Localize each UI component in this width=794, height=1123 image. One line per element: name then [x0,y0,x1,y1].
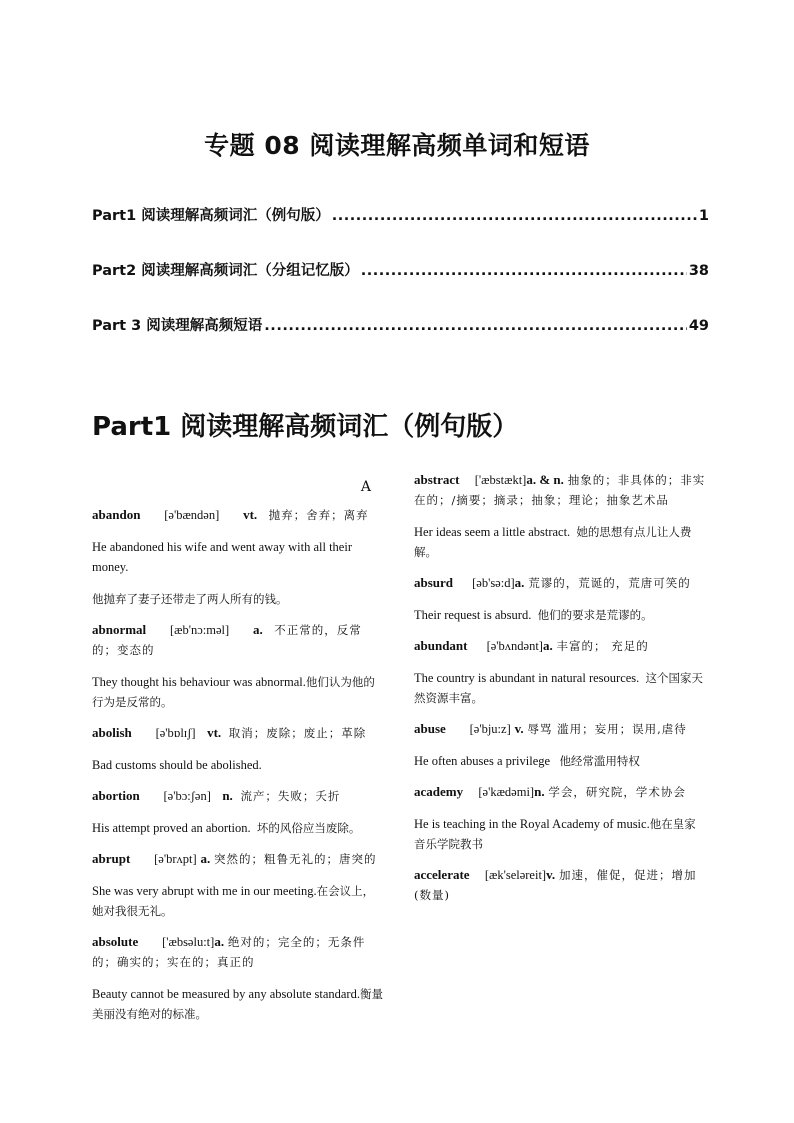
example-sentence-zh: 他经常滥用特权 [559,754,640,768]
entry-pos: n. [534,784,545,799]
entry-pos: n. [222,788,233,803]
entry-pos: a. & n. [526,472,564,487]
entry-meaning: 加速，催促，促进；增加(数量) [414,868,697,902]
vocab-entry [414,470,707,562]
entry-meaning: 丰富的； 充足的 [556,639,649,653]
vocab-entry [92,620,385,712]
entry-meaning: 学会，研究院，学术协会 [548,785,686,799]
vocab-entry [92,786,385,838]
vocab-entry [92,849,385,921]
example-sentence-zh: 他在皇家音乐学院教书 [414,817,696,851]
vocab-entry [414,636,707,708]
example-sentence-zh: 他抛弃了妻子还带走了两人所有的钱。 [92,592,288,606]
entry-headline [414,719,707,739]
example-sentence-en: Beauty cannot be measured by any absolute standard. [92,987,360,1001]
entry-headline [92,505,385,525]
entry-pos: a. [214,934,225,949]
entry-word: abortion [92,788,140,803]
vocab-entry [92,932,385,1024]
example-sentence [414,605,707,625]
toc-entry-page: 49 [688,318,709,334]
example-sentence-en: Her ideas seem a little abstract. [414,525,571,539]
entry-pos: a. [253,622,263,637]
example-sentence-zh: 他们的要求是荒谬的。 [537,608,653,622]
entry-pos: vt. [207,725,222,740]
right-column [414,470,707,916]
toc-entry-part2[interactable] [92,259,709,280]
entry-phonetic: ['æbstækt] [474,473,527,487]
document-title: 专题 08 阅读理解高频单词和短语 [204,131,590,160]
entry-phonetic: [ə'bændən] [164,508,220,522]
entry-meaning: 荒谬的，荒诞的，荒唐可笑的 [528,576,691,590]
section-heading: Part1 阅读理解高频词汇（例句版） [92,412,519,442]
example-sentence-en: He abandoned his wife and went away with all their money. [92,540,352,574]
entry-word: abandon [92,507,141,522]
entry-headline [92,932,385,972]
entry-pos: vt. [243,507,258,522]
example-sentence [92,881,385,921]
vocab-entry [92,505,385,609]
entry-headline [414,865,707,905]
example-sentence [414,668,707,708]
entry-phonetic: [ə'bju:z] [469,722,511,736]
entry-phonetic: [æk'seləreit] [484,868,547,882]
toc-entry-label: Part 3 阅读理解高频短语 [92,318,263,334]
entry-phonetic: [ə'bʌndənt] [486,639,543,653]
entry-word: abstract [414,472,460,487]
example-sentence-zh: 在会议上，她对我很无礼。 [92,884,375,918]
entry-headline [414,470,707,510]
letter-heading: A [360,479,371,495]
entry-meaning: 突然的；粗鲁无礼的；唐突的 [214,852,377,866]
entry-meaning: 取消；废除；废止；革除 [228,726,367,740]
example-sentence [414,522,707,562]
entry-meaning: 辱骂 滥用；妄用；误用,虐待 [527,722,687,736]
example-sentence-en: His attempt proved an abortion. [92,821,251,835]
example-sentence-zh: 她的思想有点儿让人费解。 [414,525,692,559]
entry-meaning: 抛弃；舍弃；离弃 [268,508,369,522]
entry-phonetic: [əb'sə:d] [472,576,515,590]
example-sentence [92,818,385,838]
toc-leader-dots [332,208,697,224]
vocab-entry [92,723,385,775]
entry-word: abundant [414,638,468,653]
entry-word: abnormal [92,622,147,637]
example-sentence-en: She was very abrupt with me in our meeting. [92,884,317,898]
entry-headline [92,786,385,806]
example-sentence-zh: 衡量美丽没有绝对的标准。 [92,987,383,1021]
entry-phonetic: [æb'nɔ:məl] [170,623,230,637]
entry-word: academy [414,784,464,799]
toc-entry-page: 1 [698,208,709,224]
entry-headline [92,849,385,869]
entry-phonetic: [ə'bɔ:ʃən] [163,789,211,803]
vocab-entry [414,865,707,905]
entry-meaning: 抽象的；非具体的；非实在的；/摘要；摘录；抽象；理论；抽象艺术品 [414,473,706,507]
example-sentence [92,672,385,712]
toc-entry-page: 38 [688,263,709,279]
example-sentence-en: The country is abundant in natural resources. [414,671,640,685]
toc-entry-part3[interactable] [92,314,709,335]
entry-phonetic: [ə'kædəmi] [478,785,535,799]
vocab-entry [414,573,707,625]
example-sentence [414,751,707,771]
toc-leader-dots [264,318,687,334]
entry-meaning: 流产；失败；夭折 [240,789,341,803]
example-sentence-zh: 坏的风俗应当废除。 [256,821,361,835]
entry-pos: a. [200,851,211,866]
entry-headline [92,723,385,743]
entry-pos: v. [514,721,524,736]
example-sentence-en: He is teaching in the Royal Academy of music. [414,817,650,831]
example-sentence-zh: 他们认为他的行为是反常的。 [92,675,375,709]
toc-entry-label: Part2 阅读理解高频词汇（分组记忆版） [92,263,359,279]
example-sentence-en: Their request is absurd. [414,608,532,622]
example-sentence [92,984,385,1024]
example-sentence-en: He often abuses a privilege [414,754,551,768]
entry-word: abuse [414,721,446,736]
entry-word: abrupt [92,851,131,866]
example-sentence-en: They thought his behaviour was abnormal. [92,675,306,689]
entry-word: abolish [92,725,132,740]
example-sentence-zh: 这个国家天然资源丰富。 [414,671,704,705]
entry-pos: v. [546,867,556,882]
entry-headline [414,573,707,593]
entry-pos: a. [514,575,525,590]
entry-phonetic: [ə'bɒlɪʃ] [155,726,196,740]
entry-word: absolute [92,934,139,949]
entry-phonetic: ['æbsəlu:t] [162,935,215,949]
toc-entry-label: Part1 阅读理解高频词汇（例句版） [92,208,330,224]
entry-word: accelerate [414,867,470,882]
entry-headline [92,620,385,660]
entry-headline [414,636,707,656]
entry-meaning: 绝对的；完全的；无条件的；确实的；实在的；真正的 [92,935,366,969]
entry-phonetic: [ə'brʌpt] [154,852,197,866]
example-sentence [414,814,707,854]
vocab-entry [414,719,707,771]
entry-headline [414,782,707,802]
entry-pos: a. [542,638,553,653]
entry-word: absurd [414,575,454,590]
vocab-entry [414,782,707,854]
left-column [92,470,385,1035]
toc-entry-part1[interactable] [92,204,709,225]
entry-meaning: 不正常的，反常的；变态的 [92,623,362,657]
example-sentence-en: Bad customs should be abolished. [92,758,262,772]
toc-leader-dots [361,263,687,279]
